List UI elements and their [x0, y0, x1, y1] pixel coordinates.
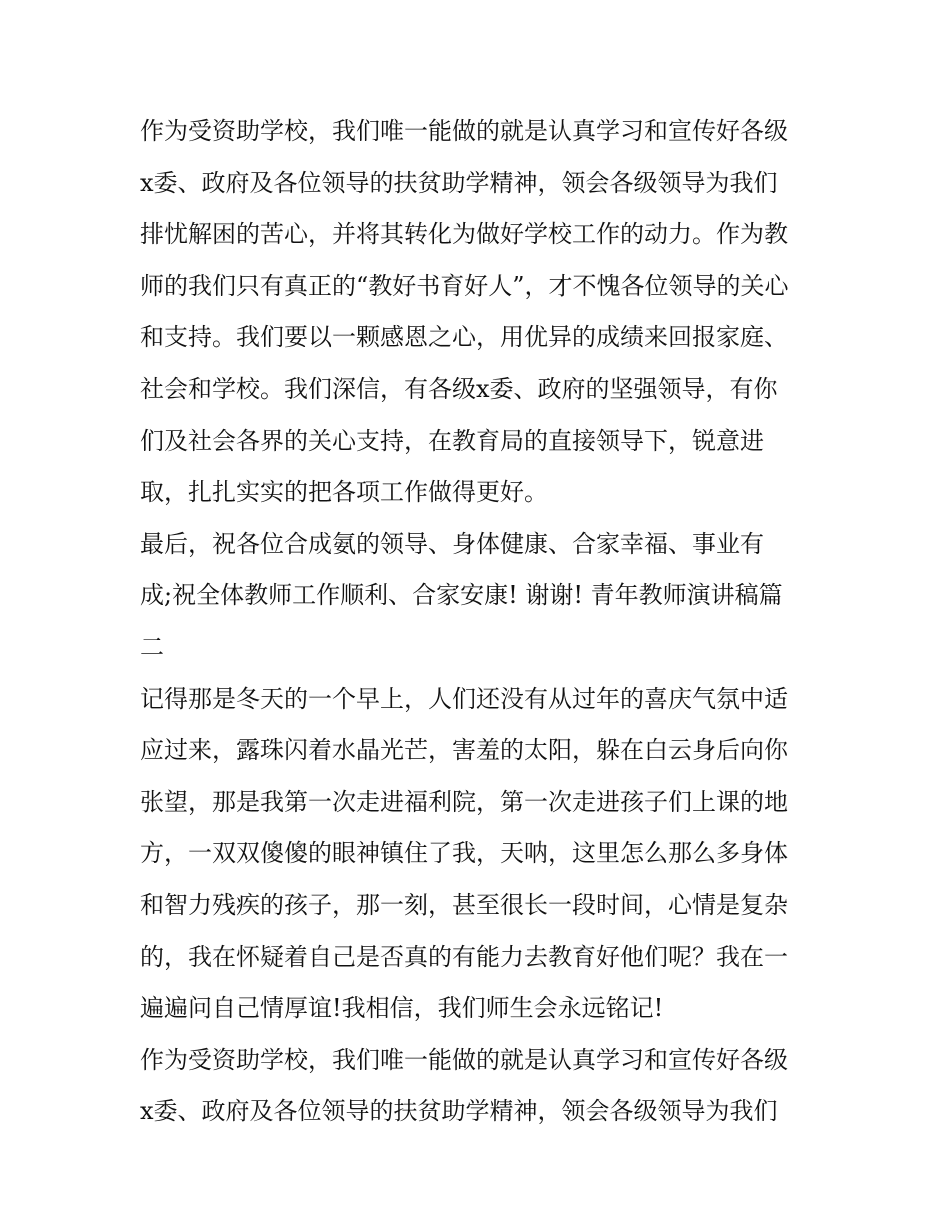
text-line: 作为受资助学校，我们唯一能做的就是认真学习和宣传好各级	[140, 117, 788, 145]
text-line: 社会和学校。我们深信，有各级x委、政府的坚强领导，有你	[140, 374, 778, 403]
text-line: 遍遍问自己情厚谊!我相信，我们师生会永远铭记!	[140, 994, 664, 1023]
text-line: 应过来，露珠闪着水晶光芒，害羞的太阳，躲在白云身后向你	[140, 736, 788, 765]
text-line: 成;祝全体教师工作顺利、合家安康! 谢谢! 青年教师演讲稿篇	[140, 581, 783, 610]
document-body	[140, 106, 820, 1138]
text-line: 的，我在怀疑着自己是否真的有能力去教育好他们呢？我在一	[140, 942, 788, 971]
text-line: 方，一双双傻傻的眼神镇住了我，天呐，这里怎么那么多身体	[140, 839, 788, 868]
text-line: 和智力残疾的孩子，那一刻，甚至很长一段时间，心情是复杂	[140, 890, 788, 919]
text-line: 和支持。我们要以一颗感恩之心，用优异的成绩来回报家庭、	[140, 323, 788, 352]
text-line: 排忧解困的苦心，并将其转化为做好学校工作的动力。作为教	[140, 220, 788, 249]
text-line: 记得那是冬天的一个早上，人们还没有从过年的喜庆气氛中适	[140, 684, 788, 713]
text-line: 张望，那是我第一次走进福利院，第一次走进孩子们上课的地	[140, 787, 788, 816]
text-line: x委、政府及各位领导的扶贫助学精神，领会各级领导为我们	[140, 168, 778, 197]
text-line: 取，扎扎实实的把各项工作做得更好。	[140, 478, 548, 507]
text-line: 最后，祝各位合成氨的领导、身体健康、合家幸福、事业有	[140, 529, 764, 558]
text-line: 师的我们只有真正的“教好书育好人”，才不愧各位领导的关心	[140, 271, 789, 300]
text-line: x委、政府及各位领导的扶贫助学精神，领会各级领导为我们	[140, 1097, 778, 1126]
text-line: 们及社会各界的关心支持，在教育局的直接领导下，锐意进	[140, 426, 764, 455]
text-line: 作为受资助学校，我们唯一能做的就是认真学习和宣传好各级	[140, 1045, 788, 1074]
text-line: 二	[140, 632, 164, 661]
